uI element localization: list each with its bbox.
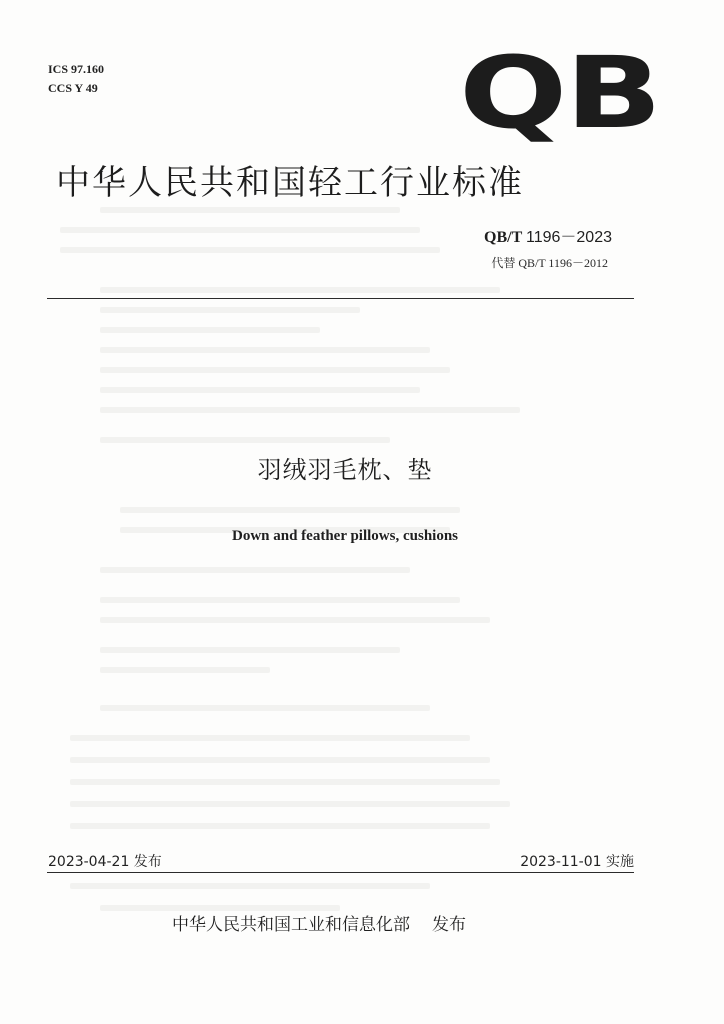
supersedes-note: 代替 QB/T 1196－2012 <box>491 256 608 270</box>
ics-code: ICS 97.160 <box>48 62 105 76</box>
standard-number-prefix: QB/T <box>484 229 522 246</box>
issue-date: 2023-04-21 发布 <box>48 854 162 870</box>
ccs-code: CCS Y 49 <box>48 81 98 95</box>
publisher <box>172 910 466 935</box>
reverse-side-show-through <box>60 205 530 925</box>
implementation-date: 2023-11-01 实施 <box>520 854 634 870</box>
publisher-action: 发布 <box>432 915 466 935</box>
publisher-name: 中华人民共和国工业和信息化部 <box>172 915 410 935</box>
standard-category-title: 中华人民共和国轻工行业标准 <box>56 163 524 203</box>
qb-logo: QB <box>459 36 660 152</box>
classification-codes <box>48 60 104 98</box>
standard-number <box>484 224 612 247</box>
document-title-en: Down and feather pillows, cushions <box>231 528 459 544</box>
document-title-zh: 羽绒羽毛枕、垫 <box>257 456 433 484</box>
bottom-divider <box>47 872 634 873</box>
standard-number-value: 1196－2023 <box>525 229 612 246</box>
top-divider <box>47 298 634 299</box>
